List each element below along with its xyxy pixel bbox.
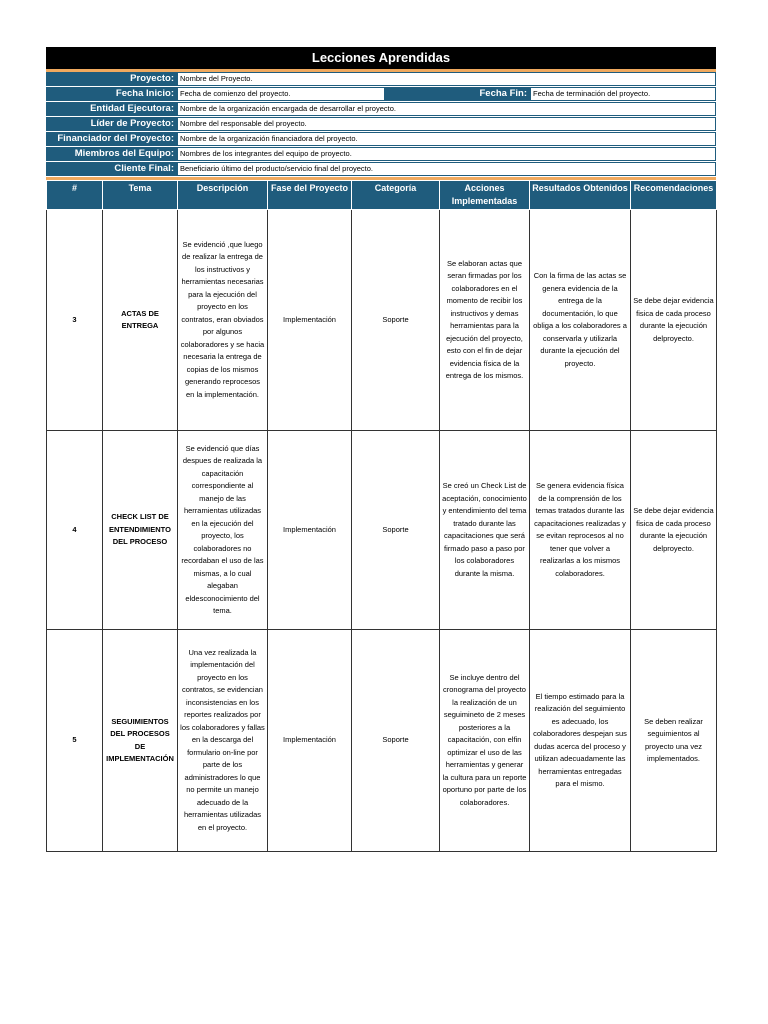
- entidad-label: Entidad Ejecutora:: [46, 102, 177, 116]
- row-acciones: Se creó un Check List de aceptación, conocimiento y entendimiento del tema tratado durante las capacitaciones que será firmado paso a paso por los colaboradores durante la misma.: [440, 431, 530, 630]
- row-fase: Implementación: [268, 630, 352, 852]
- row-resultados: Con la firma de las actas se genera evidencia de la entrega de la documentación, lo que obliga a los colaboradores a conservarla y utilizarla durante la ejecución del proyecto.: [530, 210, 631, 431]
- row-recomendaciones: Se debe dejar evidencia fisica de cada proceso durante la ejecución delproyecto.: [631, 431, 717, 630]
- info-row-financiador: [46, 132, 716, 147]
- info-row-entidad: [46, 102, 716, 117]
- lessons-table: [46, 180, 717, 852]
- row-number: 3: [47, 210, 103, 431]
- fecha-fin-label: Fecha Fin:: [385, 87, 530, 101]
- sheet-title: Lecciones Aprendidas: [46, 47, 716, 69]
- row-tema: ACTAS DE ENTREGA: [103, 210, 178, 431]
- fecha-inicio-field[interactable]: Fecha de comienzo del proyecto.: [177, 87, 385, 101]
- header-categoria: Categoría: [352, 181, 440, 210]
- info-row-lider: [46, 117, 716, 132]
- row-descripcion: Una vez realizada la implementación del proyecto en los contratos, se evidencian inconsistencias en los reportes realizados por los colaboradores y fallas en la descarga del formulario on-line por parte de los administradores lo que no permite un manejo adecuado de la herramientas utilizadas en el proyecto.: [178, 630, 268, 852]
- lider-field[interactable]: Nombre del responsable del proyecto.: [177, 117, 716, 131]
- header-recomendaciones: Recomendaciones: [631, 181, 717, 210]
- info-row-fechas: [46, 87, 716, 102]
- header-resultados: Resultados Obtenidos: [530, 181, 631, 210]
- header-acciones: Acciones Implementadas: [440, 181, 530, 210]
- row-acciones: Se incluye dentro del cronograma del proyecto la realización de un seguimineto de 2 meses posteriores a la capacitación, con elfin optimizar el uso de las herramientas y generar la cultura para un reporte oportuno por parte de los colaboradores.: [440, 630, 530, 852]
- row-descripcion: Se evidenció que días despues de realizada la capacitación correspondiente al manejo de las herramientas utilizadas en la ejecución del proyecto, los colaboradores no recordaban el uso de las mismas, a lo cual alegaban eldesconocimiento del tema.: [178, 431, 268, 630]
- header-number: #: [47, 181, 103, 210]
- miembros-label: Miembros del Equipo:: [46, 147, 177, 161]
- row-recomendaciones: Se deben realizar seguimientos al proyecto una vez implementados.: [631, 630, 717, 852]
- row-categoria: Soporte: [352, 431, 440, 630]
- table-row: [47, 431, 717, 630]
- table-header-row: [47, 181, 717, 210]
- fecha-inicio-label: Fecha Inicio:: [46, 87, 177, 101]
- lider-label: Líder de Proyecto:: [46, 117, 177, 131]
- miembros-field[interactable]: Nombres de los integrantes del equipo de proyecto.: [177, 147, 716, 161]
- financiador-field[interactable]: Nombre de la organización financiadora del proyecto.: [177, 132, 716, 146]
- row-number: 4: [47, 431, 103, 630]
- row-number: 5: [47, 630, 103, 852]
- row-resultados: El tiempo estimado para la realización del seguimiento es adecuado, los colaboradores despejan sus dudas acerca del proceso y utilizan adecuadamente las herramientas entregadas para el mismo.: [530, 630, 631, 852]
- info-row-cliente: [46, 162, 716, 177]
- header-descripcion: Descripción: [178, 181, 268, 210]
- entidad-field[interactable]: Nombre de la organización encargada de desarrollar el proyecto.: [177, 102, 716, 116]
- financiador-label: Financiador del Proyecto:: [46, 132, 177, 146]
- table-row: [47, 210, 717, 431]
- row-acciones: Se elaboran actas que seran firmadas por los colaboradores en el momento de recibir los instructivos y demas herramientas para la ejecución del proyecto, esto con el fin de dejar evidencia física de la entrega de los mismos.: [440, 210, 530, 431]
- row-tema: SEGUIMIENTOS DEL PROCESOS DE IMPLEMENTACIÓN: [103, 630, 178, 852]
- header-tema: Tema: [103, 181, 178, 210]
- info-row-proyecto: [46, 72, 716, 87]
- row-resultados: Se genera evidencia física de la comprensión de los temas tratados durante las capacitaciones realizadas y se evitan reprocesos al no tener que volver a realizarlas a los mismos colaboradores.: [530, 431, 631, 630]
- row-categoria: Soporte: [352, 630, 440, 852]
- table-row: [47, 630, 717, 852]
- row-tema: CHECK LIST DE ENTENDIMIENTO DEL PROCESO: [103, 431, 178, 630]
- row-categoria: Soporte: [352, 210, 440, 431]
- cliente-label: Cliente Final:: [46, 162, 177, 176]
- header-fase: Fase del Proyecto: [268, 181, 352, 210]
- lessons-learned-sheet: [46, 47, 716, 852]
- proyecto-label: Proyecto:: [46, 72, 177, 86]
- info-row-miembros: [46, 147, 716, 162]
- cliente-field[interactable]: Beneficiario último del producto/servicio final del proyecto.: [177, 162, 716, 176]
- row-descripcion: Se evidenció ,que luego de realizar la entrega de los instructivos y herramientas necesarias para la ejecución del proyecto en los contratos, eran obviados por algunos colaboradores y se hacia necesaria la entrega de copias de los mismos generando reprocesos en la implementación.: [178, 210, 268, 431]
- fecha-fin-field[interactable]: Fecha de terminación del proyecto.: [530, 87, 716, 101]
- row-recomendaciones: Se debe dejar evidencia fisica de cada proceso durante la ejecución delproyecto.: [631, 210, 717, 431]
- row-fase: Implementación: [268, 431, 352, 630]
- proyecto-field[interactable]: Nombre del Proyecto.: [177, 72, 716, 86]
- row-fase: Implementación: [268, 210, 352, 431]
